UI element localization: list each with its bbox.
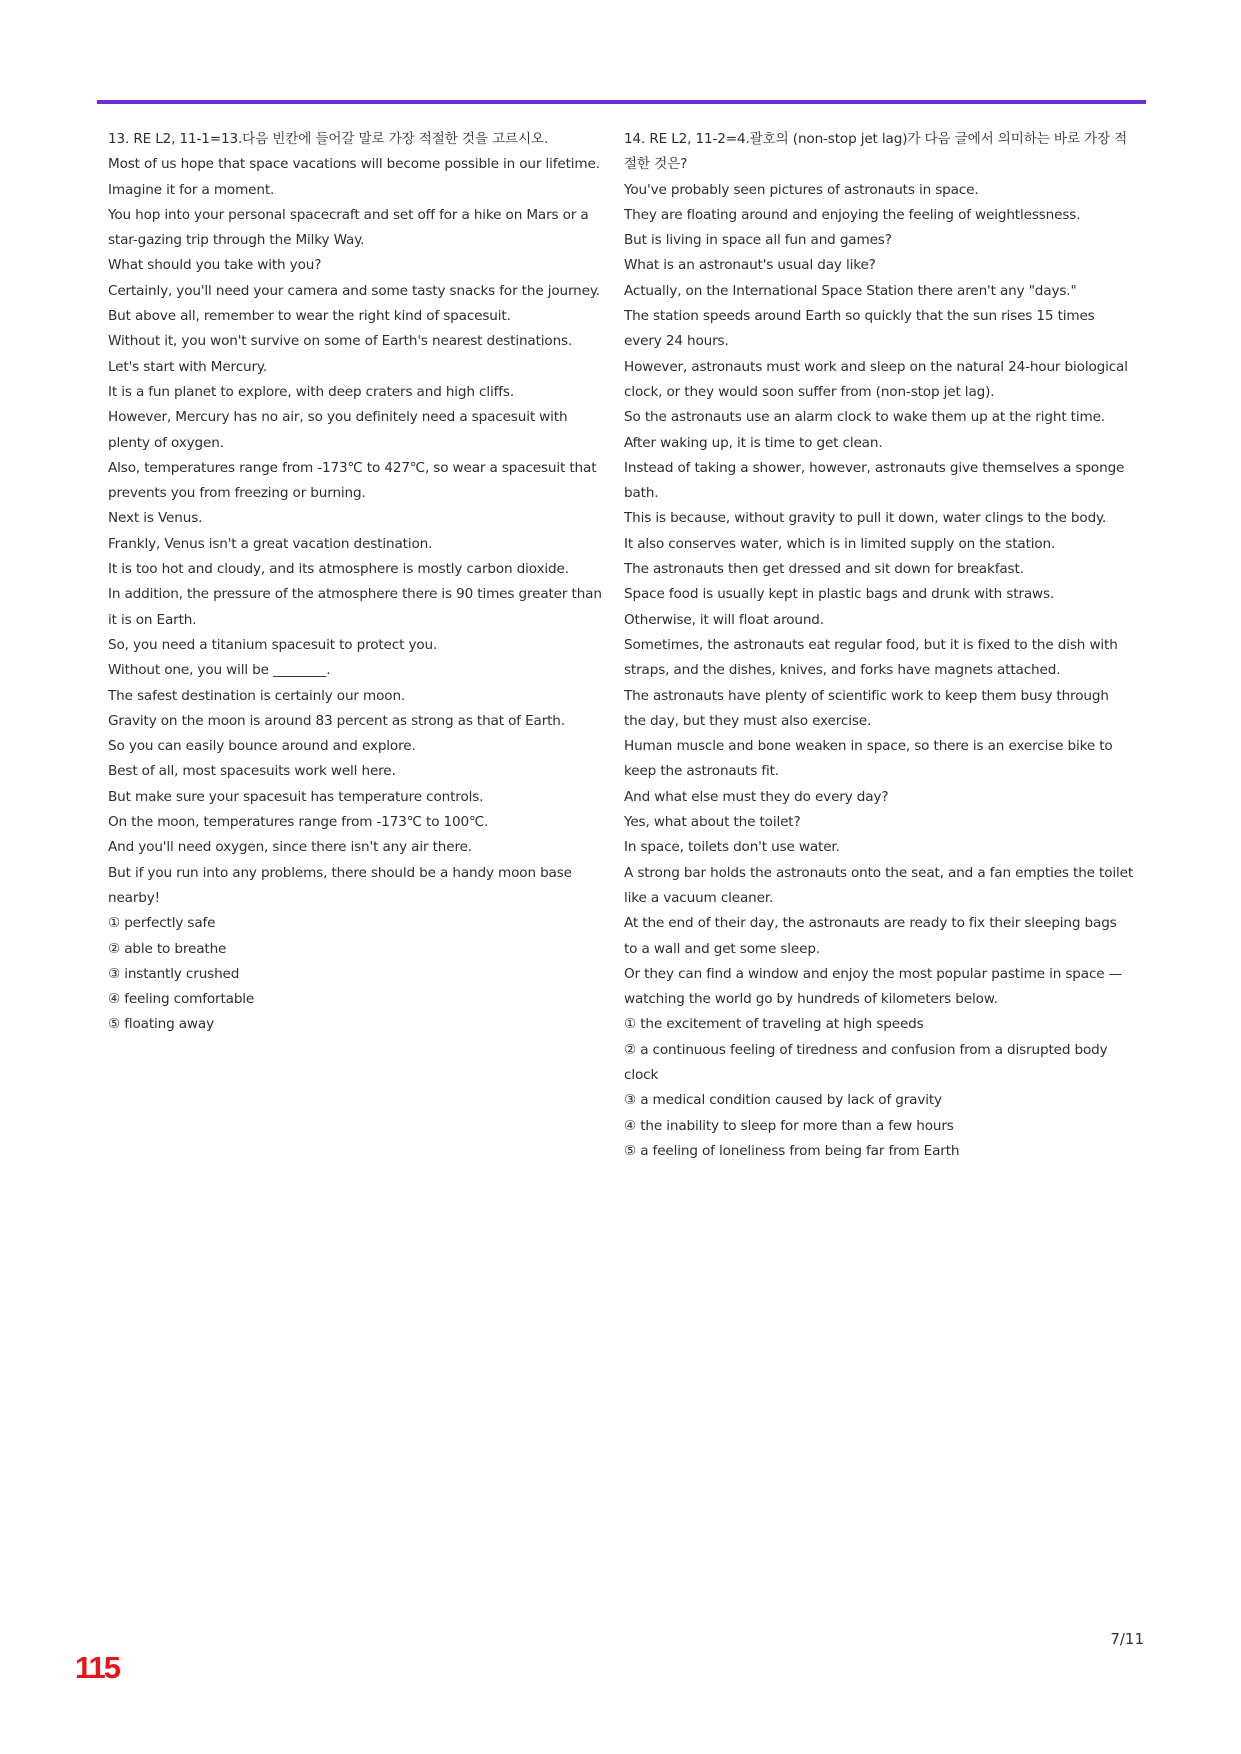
passage-line: However, Mercury has no air, so you definitely need a spacesuit with plenty of oxygen. <box>108 409 568 451</box>
answer-choice: ② able to breathe <box>108 940 227 957</box>
passage-line: This is because, without gravity to pull it down, water clings to the body. <box>624 510 1107 527</box>
passage-line: Also, temperatures range from -173℃ to 427℃, so wear a spacesuit that prevents you from freezing or burning. <box>108 459 597 502</box>
passage-line: Otherwise, it will float around. <box>624 611 824 628</box>
header-rule <box>97 100 1146 104</box>
question-14-choices <box>624 1012 1134 1164</box>
passage-line: Imagine it for a moment. <box>108 181 275 198</box>
answer-choice: ③ instantly crushed <box>108 965 240 982</box>
question-13-header: 13. RE L2, 11-1=13.다음 빈칸에 들어갈 말로 가장 적절한 것을 고르시오. <box>108 131 549 147</box>
question-13-passage <box>108 152 613 911</box>
passage-line: But above all, remember to wear the right kind of spacesuit. <box>108 308 511 325</box>
passage-line: The astronauts then get dressed and sit down for breakfast. <box>624 561 1024 578</box>
passage-line: Without it, you won't survive on some of Earth's nearest destinations. <box>108 333 573 350</box>
passage-line: Actually, on the International Space Station there aren't any "days." <box>624 282 1077 299</box>
passage-line: In addition, the pressure of the atmosphere there is 90 times greater than it is on Earth. <box>108 586 602 628</box>
passage-line: However, astronauts must work and sleep on the natural 24-hour biological clock, or they would soon suffer from (non-stop jet lag). <box>624 358 1128 400</box>
passage-line: What is an astronaut's usual day like? <box>624 257 876 274</box>
passage-line: At the end of their day, the astronauts are ready to fix their sleeping bags to a wall and get some sleep. <box>624 915 1117 957</box>
passage-line: Frankly, Venus isn't a great vacation destination. <box>108 535 433 552</box>
passage-line: The station speeds around Earth so quickly that the sun rises 15 times every 24 hours. <box>624 308 1095 350</box>
passage-line: Best of all, most spacesuits work well here. <box>108 763 396 780</box>
passage-line: You've probably seen pictures of astronauts in space. <box>624 181 979 198</box>
passage-line: Instead of taking a shower, however, astronauts give themselves a sponge bath. <box>624 459 1125 502</box>
answer-choice: ① the excitement of traveling at high speeds <box>624 1016 924 1033</box>
passage-line: So you can easily bounce around and explore. <box>108 738 416 755</box>
passage-line: But is living in space all fun and games? <box>624 232 892 249</box>
page-number: 7/11 <box>1110 1630 1144 1648</box>
question-14-passage <box>624 178 1134 1013</box>
passage-line: The astronauts have plenty of scientific work to keep them busy through the day, but they must also exercise. <box>624 687 1109 729</box>
question-14 <box>624 127 1134 1164</box>
passage-line: Sometimes, the astronauts eat regular food, but it is fixed to the dish with straps, and the dishes, knives, and forks have magnets attached. <box>624 636 1118 679</box>
passage-line: Space food is usually kept in plastic bags and drunk with straws. <box>624 586 1055 603</box>
question-13 <box>108 127 613 1038</box>
answer-choice: ① perfectly safe <box>108 915 216 932</box>
answer-choice: ④ feeling comfortable <box>108 991 255 1008</box>
answer-choice: ③ a medical condition caused by lack of gravity <box>624 1092 942 1109</box>
passage-line: Most of us hope that space vacations will become possible in our lifetime. <box>108 156 600 173</box>
passage-line: Or they can find a window and enjoy the most popular pastime in space — watching the world go by hundreds of kilometers below. <box>624 965 1123 1008</box>
passage-line: On the moon, temperatures range from -173℃ to 100℃. <box>108 814 489 831</box>
passage-line: But if you run into any problems, there should be a handy moon base nearby! <box>108 864 572 906</box>
passage-line: So the astronauts use an alarm clock to wake them up at the right time. <box>624 409 1105 426</box>
passage-line: And what else must they do every day? <box>624 788 889 805</box>
passage-line: What should you take with you? <box>108 257 322 274</box>
passage-line: But make sure your spacesuit has temperature controls. <box>108 788 484 805</box>
question-13-choices <box>108 911 613 1037</box>
passage-line: It is too hot and cloudy, and its atmosphere is mostly carbon dioxide. <box>108 561 569 578</box>
passage-line: Gravity on the moon is around 83 percent as strong as that of Earth. <box>108 712 565 729</box>
passage-line: Human muscle and bone weaken in space, so there is an exercise bike to keep the astronauts fit. <box>624 738 1113 780</box>
passage-line: After waking up, it is time to get clean. <box>624 434 883 451</box>
passage-line: They are floating around and enjoying the feeling of weightlessness. <box>624 206 1081 223</box>
question-14-header: 14. RE L2, 11-2=4.괄호의 (non-stop jet lag)가 다음 글에서 의미하는 바로 가장 적절한 것은? <box>624 131 1128 173</box>
passage-line: You hop into your personal spacecraft and set off for a hike on Mars or a star-gazing trip through the Milky Way. <box>108 206 589 249</box>
answer-choice: ④ the inability to sleep for more than a few hours <box>624 1117 954 1134</box>
passage-line: Yes, what about the toilet? <box>624 814 801 831</box>
passage-line: A strong bar holds the astronauts onto the seat, and a fan empties the toilet like a vacuum cleaner. <box>624 864 1134 906</box>
passage-line: It is a fun planet to explore, with deep craters and high cliffs. <box>108 383 515 400</box>
answer-choice: ② a continuous feeling of tiredness and confusion from a disrupted body clock <box>624 1041 1108 1083</box>
passage-line: It also conserves water, which is in limited supply on the station. <box>624 535 1056 552</box>
passage-line: In space, toilets don't use water. <box>624 839 840 856</box>
passage-line: Certainly, you'll need your camera and some tasty snacks for the journey. <box>108 282 600 299</box>
passage-line: So, you need a titanium spacesuit to protect you. <box>108 636 438 653</box>
passage-line: Next is Venus. <box>108 510 203 527</box>
answer-choice: ⑤ floating away <box>108 1016 214 1033</box>
passage-line: The safest destination is certainly our moon. <box>108 687 406 704</box>
brand-logo: 115 <box>75 1650 120 1685</box>
passage-line: And you'll need oxygen, since there isn't any air there. <box>108 839 472 856</box>
passage-line: Let's start with Mercury. <box>108 358 268 375</box>
passage-line: Without one, you will be ________. <box>108 662 331 679</box>
answer-choice: ⑤ a feeling of loneliness from being far from Earth <box>624 1142 960 1159</box>
